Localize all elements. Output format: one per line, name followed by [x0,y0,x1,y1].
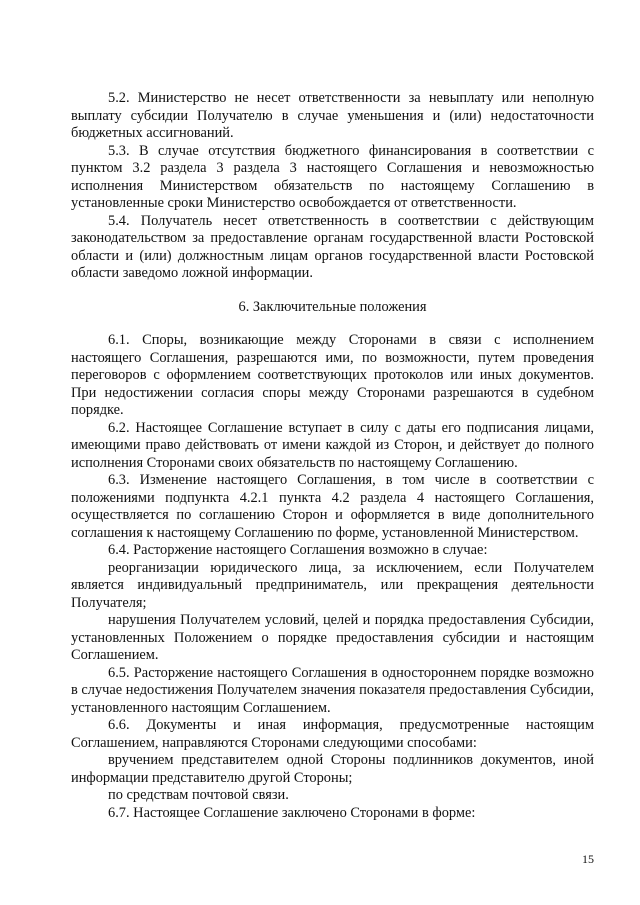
paragraph-6-5: 6.5. Расторжение настоящего Соглашения в одностороннем порядке возможно в случае недостижения Получателем значения показателя предоставления Субсидии, установленного настоящим Соглашением. [71,664,594,716]
paragraph-6-7: 6.7. Настоящее Соглашение заключено Сторонами в форме: [108,804,476,821]
page-number: 15 [582,852,594,866]
paragraph-6-6-item-1: вручением представителем одной Стороны подлинников документов, иной информации представителю другой Стороны; [71,752,594,786]
document-body [71,90,594,822]
paragraph-6-3: 6.3. Изменение настоящего Соглашения, в том числе в соответствии с положениями подпункта 4.2.1 пункта 4.2 раздела 4 настоящего Соглашения, осуществляется по соглашению Сторон и оформляется в виде дополнительного соглашения к настоящему Соглашению по форме, установленной Министерством. [71,472,594,541]
paragraph-6-4-item-1: реорганизации юридического лица, за исключением, если Получателем является индивидуальный предприниматель, или прекращения деятельности Получателя; [71,559,594,611]
paragraph-6-4-item-2: нарушения Получателем условий, целей и порядка предоставления Субсидии, установленных Положением о порядке предоставления субсидии и настоящим Соглашением. [71,612,594,663]
paragraph-6-6-item-2: по средствам почтовой связи. [108,787,289,803]
section-heading: 6. Заключительные положения [238,298,427,315]
paragraph-5-4: 5.4. Получатель несет ответственность в соответствии с действующим законодательством за предоставление органам государственной власти Ростовской области и (или) должностным лицам органов государственной власти Ростовской области заведомо ложной информации. [71,212,594,281]
paragraph-5-3: 5.3. В случае отсутствия бюджетного финансирования в соответствии с пунктом 3.2 раздела 3 раздела 3 настоящего Соглашения и невозможностью исполнения Министерством обязательств по настоящему Соглашению в установленные сроки Министерство освобождается от ответственности. [71,142,594,211]
paragraph-6-2: 6.2. Настоящее Соглашение вступает в силу с даты его подписания лицами, имеющими право действовать от имени каждой из Сторон, и действует до полного исполнения Сторонами своих обязательств по настоящему Соглашению. [71,419,594,471]
paragraph-6-6: 6.6. Документы и иная информация, предусмотренные настоящим Соглашением, направляются Сторонами следующими способами: [71,717,594,751]
paragraph-5-2: 5.2. Министерство не несет ответственности за невыплату или неполную выплату субсидии Получателю в случае уменьшения и (или) недостаточности бюджетных ассигнований. [71,90,594,141]
paragraph-6-4: 6.4. Расторжение настоящего Соглашения возможно в случае: [108,542,488,558]
paragraph-6-1: 6.1. Споры, возникающие между Сторонами в связи с исполнением настоящего Соглашения, разрешаются ими, по возможности, путем проведения переговоров с оформлением соответствующих протоколов или иных документов. При недостижении согласия споры между Сторонами разрешаются в судебном порядке. [71,332,594,418]
